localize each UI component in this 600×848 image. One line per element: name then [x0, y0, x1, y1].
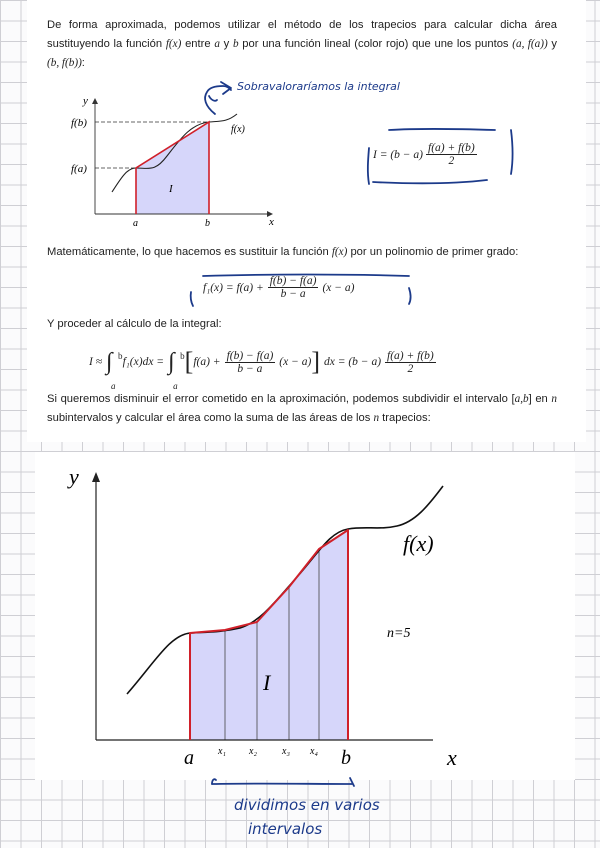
p1-point-a: (a, f(a)) — [512, 38, 548, 50]
formula-box-content — [373, 142, 477, 167]
p2-text: Matemáticamente, lo que hacemos es sustituir la función — [47, 246, 332, 258]
fb-label: f(b) — [71, 117, 87, 129]
p1-text-5: y — [547, 38, 557, 50]
p1-point-b: (b, f(b)) — [47, 57, 82, 69]
a-label-2: a — [184, 747, 194, 769]
fa-label: f(a) — [71, 163, 87, 175]
p3-text: Y proceder al cálculo de la integral: — [47, 318, 222, 330]
p1-a: a — [214, 38, 220, 50]
composite-fill — [190, 530, 348, 740]
integral-formula — [89, 340, 436, 391]
poly-num: f(b) − f(a) — [269, 275, 317, 287]
fx-label: f(x) — [231, 124, 245, 135]
int-bracket-l: f(a) + — [193, 356, 221, 368]
ink-top-line — [389, 129, 495, 130]
ink-poly-right — [409, 288, 411, 304]
poly-den: b − a — [280, 288, 306, 300]
p1-text-3: y — [219, 38, 233, 50]
polynomial-paragraph — [47, 243, 557, 262]
p2-fx: f(x) — [331, 246, 348, 258]
a-label: a — [133, 218, 138, 228]
subdivide-paragraph — [47, 390, 557, 428]
bracket-close: ] — [311, 347, 320, 376]
p2-text-2: por un polinomio de primer grado: — [347, 246, 519, 258]
int2-lower: a — [173, 381, 178, 391]
int-num2: f(a) + f(b) — [387, 349, 434, 362]
int-num1: f(b) − f(a) — [226, 349, 274, 362]
result-formula-box — [363, 126, 523, 188]
p4-n2: n — [373, 412, 380, 424]
int-den1: b − a — [237, 362, 263, 375]
formula-box-fraction — [426, 142, 477, 167]
integral-paragraph — [47, 315, 557, 334]
text-card — [27, 0, 586, 442]
area-label-2: I — [263, 670, 271, 695]
int-fraction-1 — [225, 350, 276, 375]
composite-trapezoid-figure — [35, 452, 575, 780]
x3-label: x₃ — [282, 746, 290, 757]
int-fraction-2 — [385, 350, 436, 375]
p1-text-6: : — [81, 57, 85, 69]
intro-paragraph — [47, 16, 557, 73]
bracket-open: [ — [184, 347, 194, 376]
y-label-2: y — [69, 464, 79, 489]
int1-upper: b — [118, 351, 123, 361]
int-den2: 2 — [407, 362, 414, 375]
annotation-top-text: Sobravaloraríamos la integral — [237, 80, 400, 93]
polynomial-formula — [187, 270, 417, 310]
p1-b: b — [232, 38, 239, 50]
int1-lower: a — [111, 381, 116, 391]
integral-sign-1: ∫ b a — [106, 350, 113, 374]
handwritten-overestimate — [197, 68, 527, 128]
ink-poly-left — [191, 292, 193, 306]
p1-text-2: entre — [181, 38, 215, 50]
ink-loop — [209, 96, 217, 101]
p4-n1: n — [551, 393, 557, 405]
p4-text-3: subintervalos y calcular el área como la suma de las áreas de los — [47, 412, 374, 424]
y-label: y — [83, 95, 88, 107]
ink-arrow-head — [221, 82, 231, 94]
poly-content — [203, 275, 354, 300]
int-bracket-r: (x − a) — [279, 356, 312, 368]
x1-label: x₁ — [218, 746, 226, 757]
y-axis-arrow-2 — [92, 472, 100, 482]
p4-ab: a,b — [514, 393, 529, 405]
poly-lhs: f₁(x) = f(a) + — [203, 281, 264, 294]
composite-figure-card — [35, 452, 575, 780]
annotation-bottom-line1: dividimos en varios — [234, 796, 380, 814]
b-label-2: b — [341, 747, 351, 769]
x4-label: x₄ — [310, 746, 318, 757]
ink-right-line — [511, 130, 513, 174]
formula-box-lhs: I = (b − a) — [373, 148, 424, 161]
x2-label: x₂ — [249, 746, 257, 757]
int-part1: I ≈ — [89, 356, 103, 368]
n-label: n=5 — [387, 626, 411, 641]
p4-text: Si queremos disminuir el error cometido en la aproximación, podemos subdividir el intervalo [ — [47, 393, 515, 405]
handwritten-subdivide — [200, 776, 490, 842]
p4-text-2: ] en — [528, 393, 552, 405]
p1-text: De forma aproximada, podemos utilizar el método de los trapecios para calcular dicha área sustituyendo la función — [47, 19, 557, 50]
annotation-bottom-line2: intervalos — [248, 820, 323, 838]
int2-upper: b — [180, 351, 185, 361]
fx-label-2: f(x) — [403, 531, 434, 556]
ink-left-line — [368, 148, 369, 184]
y-axis-arrow — [92, 98, 98, 104]
x-label-2: x — [447, 745, 457, 770]
formula-box-den: 2 — [448, 155, 455, 167]
int-part2: f₁(x)dx = — [122, 356, 165, 368]
integral-sign-2: ∫ b a — [168, 350, 175, 374]
ink-bottom-line — [373, 180, 487, 183]
p4-text-4: trapecios: — [379, 412, 431, 424]
poly-rhs: (x − a) — [322, 281, 355, 294]
int-part3: dx = (b − a) — [323, 356, 382, 368]
b-label: b — [205, 218, 210, 228]
x-label: x — [269, 216, 274, 228]
poly-fraction — [268, 275, 319, 300]
p1-fx: f(x) — [165, 38, 182, 50]
area-label: I — [169, 183, 173, 195]
p1-text-4: por una función lineal (color rojo) que une los puntos — [238, 38, 513, 50]
formula-box-num: f(a) + f(b) — [428, 142, 475, 154]
